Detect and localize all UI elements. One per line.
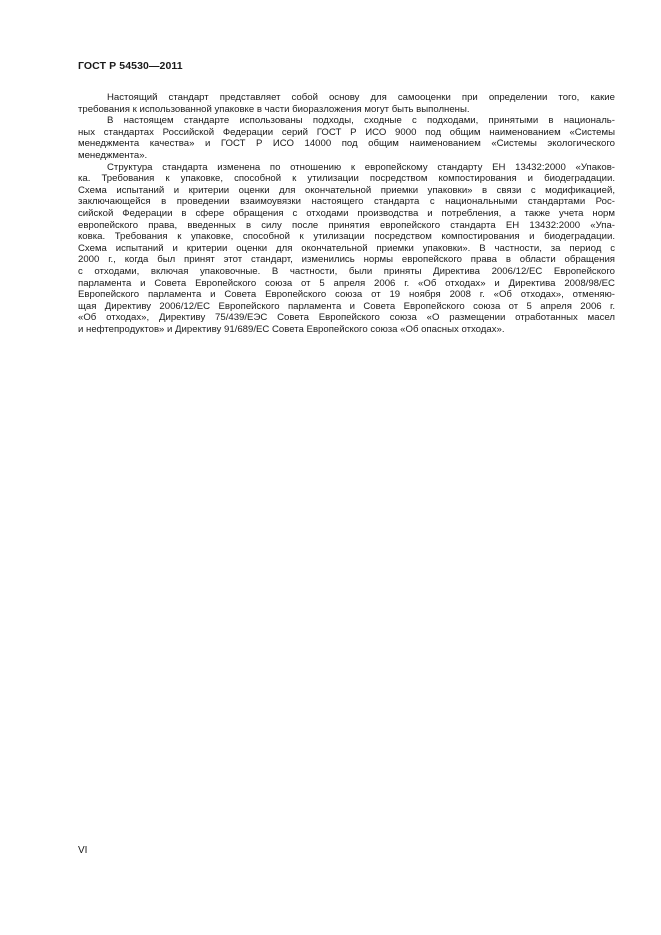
- text-line: с отходами, включая упаковочные. В частности, были приняты Директива 2006/12/ЕС Европейского: [78, 265, 615, 277]
- text-line: европейского права, введенных в силу после принятия европейского стандарта ЕН 13432:2000 «Упа-: [78, 219, 615, 231]
- text-line: Схема испытаний и критерии оценки для окончательной приемки упаковки» в связи с модификацией,: [78, 184, 615, 196]
- paragraph: [78, 92, 615, 115]
- page-number: VI: [78, 845, 88, 856]
- text-line: 2000 г., когда был принят этот стандарт, изменились нормы европейского права в области обращения: [78, 254, 615, 266]
- text-line: ковка. Требования к упаковке, способной к утилизации посредством компостирования и биодеградации.: [78, 231, 615, 243]
- text-line: сийской Федерации в сфере обращения с отходами производства и потребления, а также учета норм: [78, 207, 615, 219]
- text-line: ных стандартах Российской Федерации серий ГОСТ Р ИСО 9000 под общим наименованием «Системы: [78, 126, 615, 138]
- text-line: ка. Требования к упаковке, способной к утилизации посредством компостирования и биодеградации.: [78, 173, 615, 185]
- text-line: менеджмента».: [78, 149, 148, 161]
- text-line: требования к использованной упаковке в части биоразложения могут быть выполнены.: [78, 103, 470, 115]
- page-header: ГОСТ Р 54530—2011: [78, 60, 183, 72]
- text-line: менеджмента качества» и ГОСТ Р ИСО 14000 под общим наименованием «Системы экологического: [78, 138, 615, 150]
- text-line: парламента и Совета Европейского союза от 5 апреля 2006 г. «Об отходах» и Директива 2008/98/ЕС: [78, 277, 615, 289]
- text-line: Настоящий стандарт представляет собой основу для самооценки при определении того, какие: [107, 92, 615, 103]
- text-line: «Об отходах», Директиву 75/439/ЕЭС Совета Европейского союза «О размещении отработанных масел: [78, 312, 615, 324]
- text-line: В настоящем стандарте использованы подходы, сходные с подходами, принятыми в националь-: [107, 115, 615, 127]
- text-line: щая Директиву 2006/12/ЕС Европейского парламента и Совета Европейского союза от 5 апреля 2006 г.: [78, 300, 615, 312]
- text-line: Структура стандарта изменена по отношению к европейскому стандарту ЕН 13432:2000 «Упаков-: [107, 161, 615, 173]
- paragraph: [78, 162, 615, 336]
- text-line: и нефтепродуктов» и Директиву 91/689/ЕС Совета Европейского союза «Об опасных отходах».: [78, 323, 505, 335]
- body-text: [78, 92, 615, 335]
- text-line: Европейского парламента и Совета Европейского союза от 19 ноября 2008 г. «Об отходах», отменяю-: [78, 289, 615, 301]
- paragraph: [78, 115, 615, 161]
- text-line: заключающейся в проведении взаимоувязки настоящего стандарта с национальными стандартами Рос-: [78, 196, 615, 208]
- text-line: Схема испытаний и критерии оценки для окончательной приемки упаковки». В частности, за период с: [78, 242, 615, 254]
